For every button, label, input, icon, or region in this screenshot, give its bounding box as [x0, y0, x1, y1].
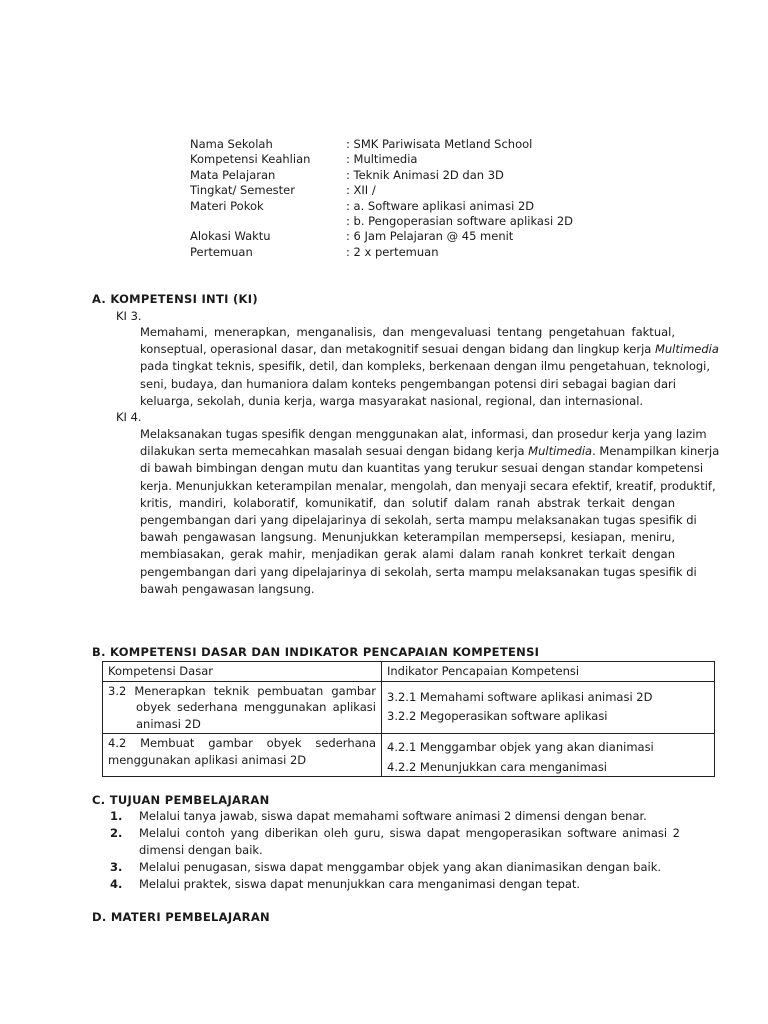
ki4-line: kerja. Menunjukkan keterampilan menalar, mengolah, dan menyaji secara efektif, kreatif, produktif, — [140, 478, 716, 493]
list-number: 4. — [110, 877, 123, 891]
column-header-kd: Kompetensi Dasar — [103, 662, 382, 682]
identity-row-material-a — [190, 199, 650, 214]
ki3-line: seni, budaya, dan humaniora dalam konteks pengembangan potensi diri sebagai bagian dari — [140, 376, 676, 391]
identity-row-time — [190, 229, 650, 244]
list-text — [139, 825, 680, 859]
identity-block — [190, 137, 650, 260]
ki3-label: KI 3. — [116, 309, 142, 323]
identity-value: : 2 x pertemuan — [346, 244, 439, 259]
table-row — [103, 734, 715, 777]
kd-line: animasi 2D — [136, 716, 201, 731]
section-a-heading: A. KOMPETENSI INTI (KI) — [92, 292, 258, 306]
table-header-row — [103, 662, 715, 682]
identity-value: : a. Software aplikasi animasi 2D — [346, 198, 535, 213]
ki4-line — [140, 443, 720, 460]
section-c-heading: C. TUJUAN PEMBELAJARAN — [92, 793, 270, 807]
indicator-line: 3.2.2 Megoperasikan software aplikasi — [387, 709, 608, 723]
identity-label: Nama Sekolah — [190, 137, 273, 151]
identity-label: Pertemuan — [190, 244, 253, 259]
list-line: Melalui tanya jawab, siswa dapat memahami software animasi 2 dimensi dengan benar. — [139, 809, 647, 823]
identity-value: : 6 Jam Pelajaran @ 45 menit — [346, 229, 514, 244]
ki4-line: kritis, mandiri, kolaboratif, komunikatif, dan solutif dalam ranah abstrak terkait dengan — [140, 495, 675, 510]
ki4-italic-word: Multimedia — [528, 444, 593, 459]
identity-row-subject — [190, 168, 650, 183]
ki3-line — [140, 341, 719, 358]
ki4-line: membiasakan, gerak mahir, menjadikan gerak alami dalam ranah konkret terkait dengan — [140, 547, 675, 562]
section-b-heading: B. KOMPETENSI DASAR DAN INDIKATOR PENCAPAIAN KOMPETENSI — [92, 645, 540, 659]
list-line: Melalui contoh yang diberikan oleh guru, siswa dapat mengoperasikan software animasi 2 — [139, 826, 680, 840]
kd-cell — [103, 734, 382, 777]
identity-label: Alokasi Waktu — [190, 229, 271, 244]
identity-label: Tingkat/ Semester — [190, 183, 295, 198]
ki4-line: pengembangan dari yang dipelajarinya di sekolah, serta mampu melaksanakan tugas spesifik di — [140, 564, 697, 579]
identity-label — [190, 214, 346, 229]
identity-row-meetings — [190, 245, 650, 260]
objectives-list — [110, 808, 680, 893]
list-item — [110, 808, 680, 825]
ki3-line: Memahami, menerapkan, menganalisis, dan mengevaluasi tentang pengetahuan faktual, — [140, 325, 675, 339]
identity-row-school — [190, 137, 650, 152]
section-d-heading: D. MATERI PEMBELAJARAN — [92, 910, 270, 924]
identity-value: : XII / — [346, 183, 376, 198]
kd-cell — [103, 681, 382, 734]
identity-value: : b. Pengoperasian software aplikasi 2D — [346, 213, 573, 228]
indicator-line: 4.2.1 Menggambar objek yang akan dianimasi — [387, 740, 654, 754]
list-number: 1. — [110, 809, 123, 823]
ki3-line: pada tingkat teknis, spesifik, detil, dan kompleks, berkenaan dengan ilmu pengetahuan, teknologi, — [140, 359, 711, 374]
identity-label: Materi Pokok — [190, 198, 264, 213]
ki4-label: KI 4. — [116, 410, 142, 424]
kd-line: 3.2 Menerapkan teknik pembuatan gambar — [108, 683, 376, 698]
ki4-line: bawah pengawasan langsung. — [140, 581, 315, 596]
identity-row-competency — [190, 152, 650, 167]
ki4-line-text: dilakukan serta memecahkan masalah sesuai dengan bidang kerja — [140, 444, 529, 459]
ki3-line-text: konseptual, operasional dasar, dan metakognitif sesuai dengan bidang dan lingkup kerja — [140, 342, 655, 357]
list-item — [110, 876, 680, 893]
ki4-line-text: . Menampilkan kinerja — [592, 444, 720, 459]
list-text — [139, 808, 680, 825]
indicator-cell — [382, 734, 715, 777]
ki4-paragraph — [140, 426, 720, 598]
list-line: Melalui penugasan, siswa dapat menggambar objek yang akan dianimasikan dengan baik. — [139, 860, 662, 874]
ki3-italic-word: Multimedia — [654, 342, 719, 357]
identity-label: Mata Pelajaran — [190, 167, 276, 182]
ki3-line: keluarga, sekolah, dunia kerja, warga masyarakat nasional, regional, dan internasional. — [140, 393, 644, 408]
ki4-line: Melaksanakan tugas spesifik dengan menggunakan alat, informasi, dan prosedur kerja yang lazim — [140, 427, 707, 441]
ki4-line: pengembangan dari yang dipelajarinya di sekolah, serta mampu melaksanakan tugas spesifik di — [140, 513, 697, 528]
list-text — [139, 876, 680, 893]
identity-row-level — [190, 183, 650, 198]
identity-label: Kompetensi Keahlian — [190, 152, 311, 167]
column-header-indicator: Indikator Pencapaian Kompetensi — [382, 662, 715, 682]
list-line: dimensi dengan baik. — [139, 843, 263, 857]
identity-value: : Teknik Animasi 2D dan 3D — [346, 167, 504, 182]
identity-value: : Multimedia — [346, 152, 418, 167]
identity-value: : SMK Pariwisata Metland School — [346, 137, 533, 151]
indicator-cell — [382, 681, 715, 734]
list-line: Melalui praktek, siswa dapat menunjukkan cara menganimasi dengan tepat. — [139, 877, 581, 891]
kd-line: menggunakan aplikasi animasi 2D — [108, 752, 307, 767]
list-item — [110, 859, 680, 876]
identity-row-material-b — [190, 214, 650, 229]
ki4-line: di bawah bimbingan dengan mutu dan kuantitas yang terukur sesuai dengan standar kompetensi — [140, 461, 704, 476]
indicator-line: 4.2.2 Menunjukkan cara menganimasi — [387, 759, 608, 774]
list-number: 2. — [110, 826, 123, 840]
competency-table — [102, 661, 715, 777]
list-text — [139, 859, 680, 876]
kd-line: obyek sederhana menggunakan aplikasi — [136, 700, 376, 714]
list-number: 3. — [110, 860, 123, 874]
ki3-paragraph — [140, 324, 719, 410]
ki4-line: bawah pengawasan langsung. Menunjukkan keterampilan mempersepsi, kesiapan, meniru, — [140, 530, 675, 545]
indicator-line: 3.2.1 Memahami software aplikasi animasi 2D — [387, 689, 653, 704]
list-item — [110, 825, 680, 859]
table-row — [103, 681, 715, 734]
kd-line: 4.2 Membuat gambar obyek sederhana — [108, 736, 376, 750]
